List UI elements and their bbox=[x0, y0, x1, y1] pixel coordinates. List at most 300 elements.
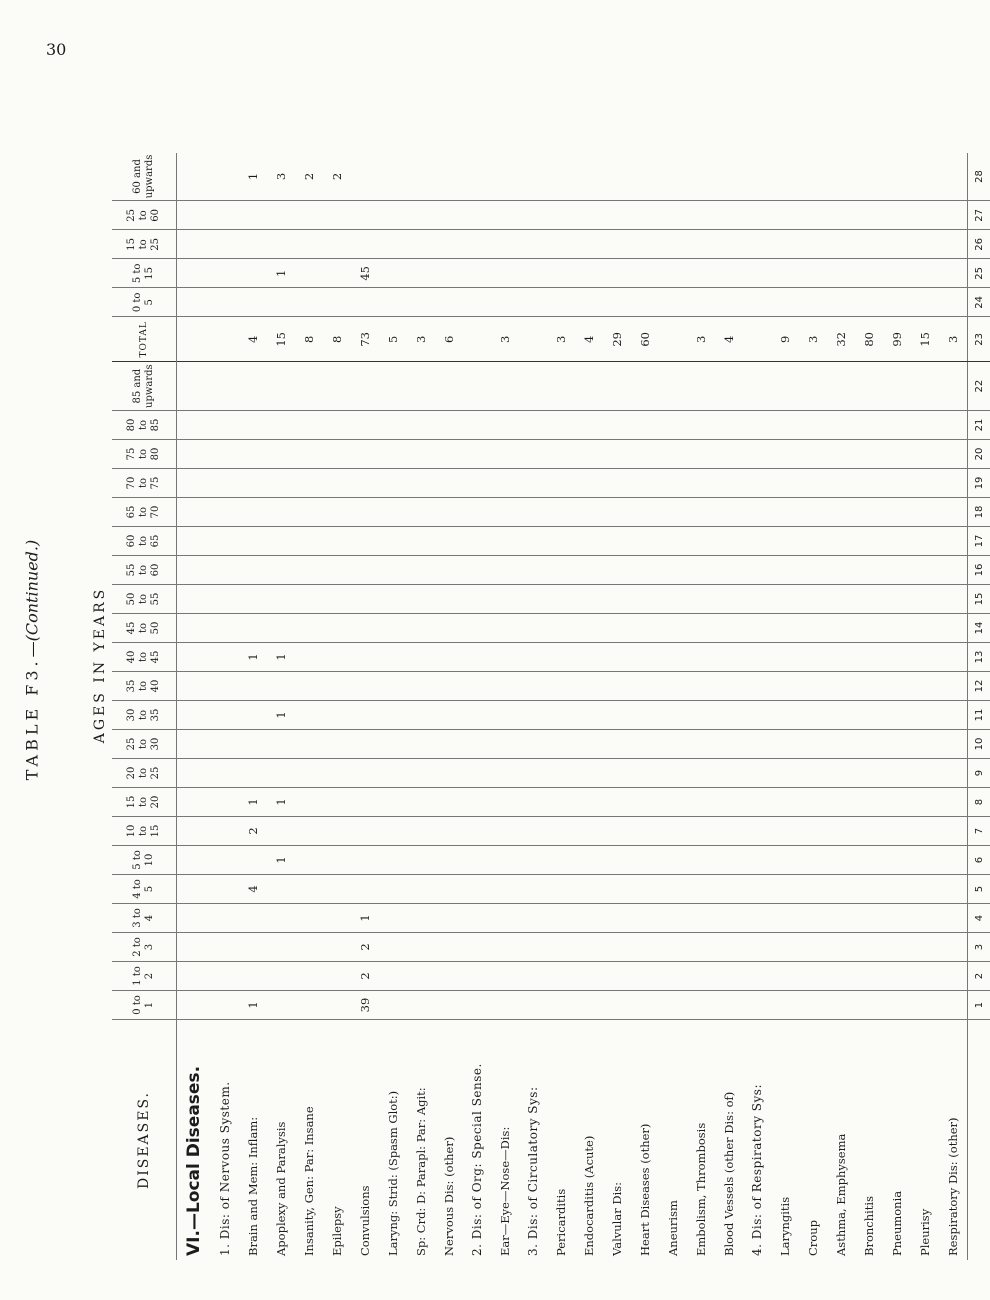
data-cell bbox=[323, 585, 351, 614]
data-cell bbox=[379, 933, 407, 962]
data-cell bbox=[547, 962, 575, 991]
data-cell bbox=[911, 527, 939, 556]
data-cell bbox=[575, 614, 603, 643]
data-cell bbox=[799, 440, 827, 469]
data-cell bbox=[463, 672, 491, 701]
data-cell bbox=[547, 788, 575, 817]
data-cell bbox=[211, 846, 239, 875]
data-cell bbox=[855, 759, 883, 788]
column-number: 13 bbox=[968, 643, 990, 672]
table-row bbox=[351, 153, 379, 1260]
data-cell bbox=[603, 933, 631, 962]
data-cell bbox=[799, 933, 827, 962]
data-cell bbox=[211, 904, 239, 933]
row-label: Endocarditis (Acute) bbox=[582, 1135, 596, 1256]
data-cell bbox=[351, 469, 379, 498]
row-label: Croup bbox=[806, 1220, 820, 1256]
data-cell bbox=[323, 875, 351, 904]
data-cell bbox=[491, 440, 519, 469]
data-cell bbox=[491, 153, 519, 201]
data-cell bbox=[519, 933, 547, 962]
data-cell bbox=[407, 759, 435, 788]
row-label: Epilepsy bbox=[330, 1206, 344, 1256]
data-cell bbox=[771, 672, 799, 701]
data-cell bbox=[911, 469, 939, 498]
data-cell bbox=[407, 614, 435, 643]
data-cell bbox=[631, 556, 659, 585]
data-cell bbox=[211, 527, 239, 556]
data-cell bbox=[323, 362, 351, 411]
category-row bbox=[211, 153, 239, 1260]
data-cell bbox=[519, 498, 547, 527]
data-cell bbox=[855, 904, 883, 933]
data-cell bbox=[827, 259, 855, 288]
data-cell bbox=[295, 201, 323, 230]
total-cell bbox=[743, 317, 771, 362]
data-cell bbox=[547, 991, 575, 1020]
data-cell bbox=[435, 527, 463, 556]
table-title-main: TABLE F3. bbox=[22, 657, 42, 781]
data-cell bbox=[939, 991, 968, 1020]
data-cell bbox=[799, 288, 827, 317]
data-cell bbox=[491, 411, 519, 440]
data-cell bbox=[855, 672, 883, 701]
row-label: Pericarditis bbox=[554, 1188, 568, 1256]
data-cell bbox=[687, 440, 715, 469]
data-cell bbox=[407, 875, 435, 904]
table-title bbox=[2, 0, 62, 1300]
data-cell: 1 bbox=[267, 701, 295, 730]
data-cell bbox=[379, 701, 407, 730]
data-cell bbox=[687, 153, 715, 201]
data-cell bbox=[659, 875, 687, 904]
data-cell bbox=[827, 846, 855, 875]
data-cell bbox=[939, 498, 968, 527]
data-cell bbox=[267, 440, 295, 469]
data-cell bbox=[267, 962, 295, 991]
data-cell bbox=[295, 788, 323, 817]
data-cell bbox=[547, 440, 575, 469]
row-label: Aneurism bbox=[666, 1200, 680, 1256]
data-cell bbox=[603, 962, 631, 991]
data-cell bbox=[547, 759, 575, 788]
data-cell bbox=[211, 469, 239, 498]
data-cell bbox=[687, 962, 715, 991]
data-cell bbox=[911, 201, 939, 230]
data-cell bbox=[351, 362, 379, 411]
total-cell: 80 bbox=[855, 317, 883, 362]
data-cell bbox=[911, 788, 939, 817]
data-cell bbox=[687, 498, 715, 527]
data-cell bbox=[547, 672, 575, 701]
empty-cell bbox=[177, 498, 212, 527]
total-cell: 4 bbox=[715, 317, 743, 362]
data-cell bbox=[407, 904, 435, 933]
data-cell bbox=[603, 904, 631, 933]
data-cell bbox=[519, 817, 547, 846]
table-row bbox=[575, 153, 603, 1260]
data-cell bbox=[407, 991, 435, 1020]
data-cell bbox=[659, 153, 687, 201]
data-cell bbox=[351, 730, 379, 759]
data-cell bbox=[855, 259, 883, 288]
data-cell bbox=[659, 201, 687, 230]
data-cell bbox=[659, 527, 687, 556]
column-number: 15 bbox=[968, 585, 990, 614]
data-cell bbox=[799, 259, 827, 288]
data-cell bbox=[687, 933, 715, 962]
data-cell bbox=[855, 411, 883, 440]
data-cell bbox=[799, 469, 827, 498]
data-cell bbox=[547, 817, 575, 846]
data-cell bbox=[715, 230, 743, 259]
data-cell: 1 bbox=[267, 643, 295, 672]
total-cell: 8 bbox=[323, 317, 351, 362]
data-cell bbox=[491, 201, 519, 230]
data-cell bbox=[659, 230, 687, 259]
data-cell bbox=[295, 469, 323, 498]
data-cell bbox=[939, 288, 968, 317]
data-cell bbox=[351, 585, 379, 614]
data-cell bbox=[323, 469, 351, 498]
data-cell bbox=[463, 556, 491, 585]
data-cell bbox=[491, 585, 519, 614]
data-cell bbox=[883, 643, 911, 672]
data-cell bbox=[323, 440, 351, 469]
data-cell bbox=[855, 556, 883, 585]
data-cell bbox=[687, 643, 715, 672]
age-header: 70 to 75 bbox=[112, 469, 177, 498]
data-cell bbox=[631, 259, 659, 288]
data-cell bbox=[239, 614, 267, 643]
data-cell bbox=[799, 411, 827, 440]
row-label: Asthma, Emphysema bbox=[834, 1133, 848, 1256]
data-cell bbox=[267, 904, 295, 933]
table-row bbox=[771, 153, 799, 1260]
empty-cell bbox=[177, 788, 212, 817]
data-cell bbox=[463, 498, 491, 527]
data-cell bbox=[295, 498, 323, 527]
data-cell bbox=[519, 440, 547, 469]
data-cell bbox=[631, 469, 659, 498]
total-cell: 15 bbox=[911, 317, 939, 362]
data-cell bbox=[715, 469, 743, 498]
data-cell bbox=[491, 933, 519, 962]
data-cell bbox=[211, 672, 239, 701]
data-cell bbox=[323, 904, 351, 933]
column-number: 14 bbox=[968, 614, 990, 643]
data-cell bbox=[435, 788, 463, 817]
data-cell bbox=[883, 759, 911, 788]
data-cell bbox=[771, 259, 799, 288]
data-cell bbox=[743, 288, 771, 317]
data-cell bbox=[743, 759, 771, 788]
column-number: 4 bbox=[968, 904, 990, 933]
table-row bbox=[883, 153, 911, 1260]
data-cell bbox=[715, 846, 743, 875]
data-cell bbox=[631, 701, 659, 730]
data-cell bbox=[435, 875, 463, 904]
total-cell: 4 bbox=[239, 317, 267, 362]
data-cell bbox=[407, 440, 435, 469]
data-cell bbox=[239, 498, 267, 527]
total-cell bbox=[659, 317, 687, 362]
data-cell bbox=[435, 701, 463, 730]
data-cell bbox=[603, 614, 631, 643]
table-row bbox=[435, 153, 463, 1260]
data-cell bbox=[295, 904, 323, 933]
data-cell bbox=[715, 411, 743, 440]
data-cell bbox=[715, 585, 743, 614]
data-cell bbox=[743, 904, 771, 933]
total-cell: 15 bbox=[267, 317, 295, 362]
data-cell bbox=[687, 614, 715, 643]
data-cell bbox=[351, 846, 379, 875]
data-cell bbox=[687, 846, 715, 875]
data-cell bbox=[911, 556, 939, 585]
data-cell bbox=[519, 730, 547, 759]
data-cell bbox=[771, 230, 799, 259]
data-cell: 2 bbox=[239, 817, 267, 846]
data-cell bbox=[323, 817, 351, 846]
data-cell bbox=[687, 759, 715, 788]
data-cell bbox=[267, 201, 295, 230]
column-number: 25 bbox=[968, 259, 990, 288]
data-cell bbox=[659, 991, 687, 1020]
data-cell bbox=[547, 469, 575, 498]
data-cell bbox=[743, 440, 771, 469]
data-cell bbox=[519, 614, 547, 643]
empty-cell bbox=[177, 759, 212, 788]
mortality-table bbox=[112, 153, 990, 1260]
data-cell bbox=[715, 259, 743, 288]
table-frame bbox=[90, 70, 985, 1260]
data-cell bbox=[239, 846, 267, 875]
data-cell bbox=[911, 730, 939, 759]
data-cell bbox=[575, 411, 603, 440]
row-label: 4. Dis: of Respiratory Sys: bbox=[750, 1083, 764, 1256]
data-cell bbox=[491, 469, 519, 498]
data-cell bbox=[743, 498, 771, 527]
ages-heading: AGES IN YEARS bbox=[92, 586, 108, 744]
age-header: 55 to 60 bbox=[112, 556, 177, 585]
data-cell bbox=[547, 230, 575, 259]
data-cell bbox=[351, 498, 379, 527]
data-cell bbox=[547, 701, 575, 730]
row-label: Heart Diseases (other) bbox=[638, 1123, 652, 1256]
data-cell bbox=[491, 643, 519, 672]
data-cell bbox=[827, 440, 855, 469]
data-cell bbox=[491, 527, 519, 556]
row-label: 1. Dis: of Nervous System. bbox=[218, 1081, 232, 1256]
data-cell bbox=[267, 411, 295, 440]
data-cell bbox=[379, 498, 407, 527]
data-cell bbox=[659, 933, 687, 962]
data-cell bbox=[267, 817, 295, 846]
total-cell: 3 bbox=[939, 317, 968, 362]
data-cell bbox=[351, 788, 379, 817]
data-cell bbox=[379, 201, 407, 230]
data-cell bbox=[379, 411, 407, 440]
data-cell bbox=[715, 153, 743, 201]
data-cell bbox=[911, 614, 939, 643]
age-group-header: 25 to 60 bbox=[112, 201, 177, 230]
data-cell bbox=[575, 585, 603, 614]
data-cell bbox=[463, 411, 491, 440]
data-cell bbox=[519, 846, 547, 875]
data-cell bbox=[687, 556, 715, 585]
data-cell bbox=[603, 230, 631, 259]
data-cell bbox=[687, 411, 715, 440]
data-cell bbox=[799, 701, 827, 730]
data-cell bbox=[659, 498, 687, 527]
empty-cell bbox=[177, 614, 212, 643]
data-cell bbox=[715, 362, 743, 411]
data-cell bbox=[715, 614, 743, 643]
row-label: Nervous Dis: (other) bbox=[442, 1136, 456, 1256]
data-cell bbox=[491, 875, 519, 904]
data-cell bbox=[407, 672, 435, 701]
data-cell bbox=[435, 288, 463, 317]
data-cell bbox=[687, 817, 715, 846]
data-cell bbox=[883, 962, 911, 991]
empty-cell bbox=[177, 201, 212, 230]
data-cell bbox=[211, 701, 239, 730]
data-cell bbox=[211, 498, 239, 527]
data-cell bbox=[827, 643, 855, 672]
data-cell bbox=[603, 817, 631, 846]
empty-cell bbox=[177, 317, 212, 362]
data-cell bbox=[743, 259, 771, 288]
data-cell bbox=[771, 527, 799, 556]
data-cell bbox=[603, 759, 631, 788]
empty-cell bbox=[177, 440, 212, 469]
data-cell bbox=[463, 153, 491, 201]
data-cell bbox=[659, 288, 687, 317]
data-cell bbox=[239, 556, 267, 585]
data-cell bbox=[575, 259, 603, 288]
data-cell bbox=[659, 614, 687, 643]
data-cell bbox=[435, 440, 463, 469]
data-cell bbox=[631, 846, 659, 875]
age-header: 60 to 65 bbox=[112, 527, 177, 556]
data-cell bbox=[631, 440, 659, 469]
data-cell bbox=[687, 701, 715, 730]
data-cell bbox=[547, 362, 575, 411]
data-cell bbox=[239, 933, 267, 962]
row-label: Blood Vessels (other Dis: of) bbox=[722, 1091, 736, 1256]
age-header: 2 to 3 bbox=[112, 933, 177, 962]
column-number: 12 bbox=[968, 672, 990, 701]
data-cell bbox=[407, 556, 435, 585]
data-cell bbox=[939, 904, 968, 933]
age-header: 15 to 20 bbox=[112, 788, 177, 817]
data-cell bbox=[883, 846, 911, 875]
data-cell bbox=[323, 672, 351, 701]
data-cell bbox=[435, 614, 463, 643]
table-row bbox=[603, 153, 631, 1260]
data-cell bbox=[603, 469, 631, 498]
empty-cell bbox=[177, 933, 212, 962]
data-cell bbox=[799, 498, 827, 527]
data-cell bbox=[659, 556, 687, 585]
data-cell bbox=[491, 362, 519, 411]
data-cell bbox=[575, 288, 603, 317]
data-cell bbox=[323, 991, 351, 1020]
data-cell bbox=[883, 875, 911, 904]
data-cell bbox=[911, 875, 939, 904]
empty-cell bbox=[177, 288, 212, 317]
data-cell bbox=[463, 788, 491, 817]
data-cell bbox=[211, 230, 239, 259]
data-cell bbox=[519, 962, 547, 991]
data-cell bbox=[239, 759, 267, 788]
data-cell bbox=[435, 672, 463, 701]
row-label: Brain and Mem: Inflam: bbox=[246, 1116, 260, 1256]
empty-cell bbox=[177, 875, 212, 904]
data-cell bbox=[575, 498, 603, 527]
data-cell bbox=[715, 817, 743, 846]
row-label: Laryng: Strid: (Spasm Glot:) bbox=[386, 1090, 400, 1256]
data-cell bbox=[771, 846, 799, 875]
data-cell bbox=[575, 469, 603, 498]
data-cell bbox=[799, 817, 827, 846]
column-number: 21 bbox=[968, 411, 990, 440]
data-cell bbox=[491, 701, 519, 730]
age-header: 3 to 4 bbox=[112, 904, 177, 933]
data-cell bbox=[631, 991, 659, 1020]
row-label: Bronchitis bbox=[862, 1195, 876, 1256]
data-cell bbox=[491, 788, 519, 817]
total-cell: 29 bbox=[603, 317, 631, 362]
age-header: 65 to 70 bbox=[112, 498, 177, 527]
data-cell bbox=[771, 701, 799, 730]
data-cell bbox=[547, 498, 575, 527]
data-cell bbox=[323, 411, 351, 440]
data-cell bbox=[407, 230, 435, 259]
data-cell bbox=[267, 991, 295, 1020]
data-cell bbox=[295, 962, 323, 991]
data-cell bbox=[435, 153, 463, 201]
data-cell bbox=[211, 288, 239, 317]
data-cell bbox=[491, 904, 519, 933]
data-cell bbox=[379, 614, 407, 643]
data-cell bbox=[799, 788, 827, 817]
data-cell bbox=[771, 614, 799, 643]
data-cell bbox=[827, 817, 855, 846]
data-cell bbox=[491, 846, 519, 875]
data-cell bbox=[743, 991, 771, 1020]
data-cell bbox=[351, 440, 379, 469]
data-cell bbox=[631, 672, 659, 701]
data-cell bbox=[407, 259, 435, 288]
data-cell bbox=[463, 288, 491, 317]
data-cell bbox=[211, 614, 239, 643]
data-cell bbox=[267, 556, 295, 585]
data-cell bbox=[911, 759, 939, 788]
data-cell bbox=[799, 614, 827, 643]
data-cell bbox=[519, 759, 547, 788]
data-cell bbox=[351, 875, 379, 904]
section-row bbox=[177, 153, 212, 1260]
data-cell bbox=[575, 904, 603, 933]
data-cell bbox=[407, 288, 435, 317]
data-cell bbox=[351, 614, 379, 643]
data-cell bbox=[211, 730, 239, 759]
data-cell bbox=[351, 643, 379, 672]
data-cell bbox=[799, 230, 827, 259]
data-cell bbox=[743, 556, 771, 585]
